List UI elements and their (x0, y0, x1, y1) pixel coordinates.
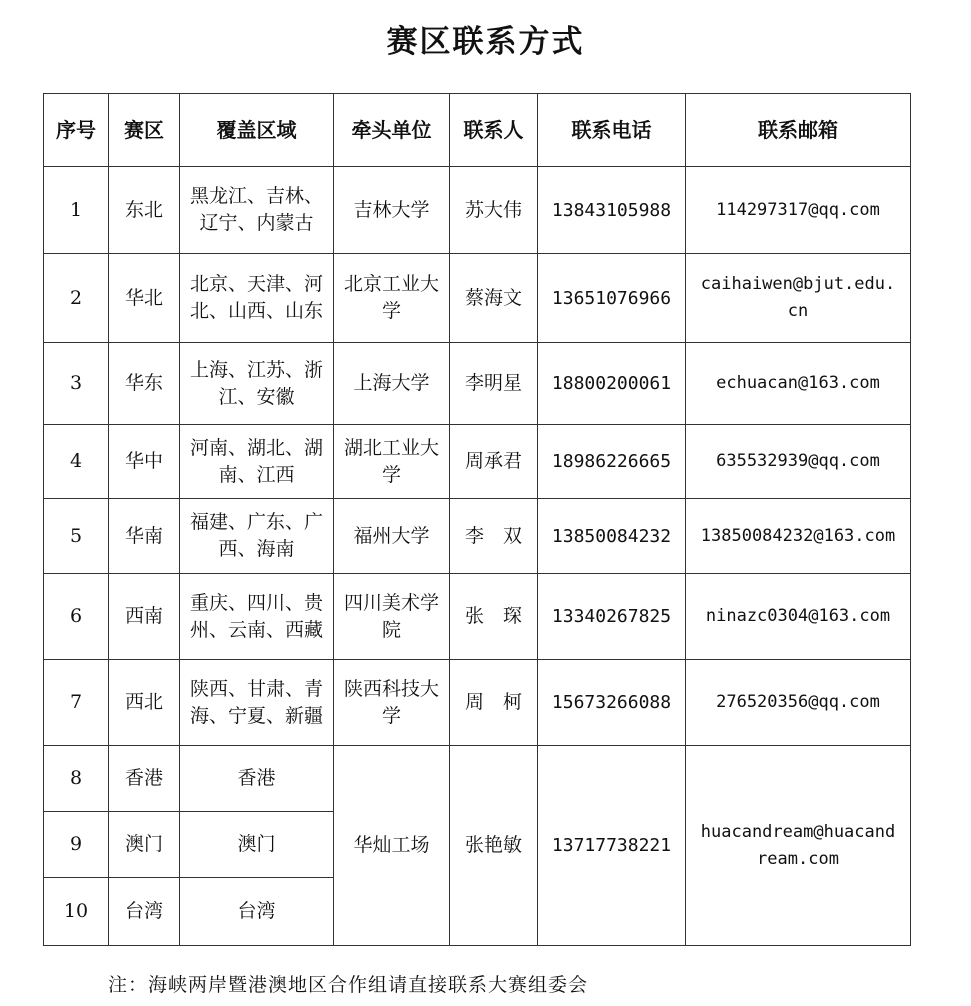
row-coverage: 福建、广东、广西、海南 (180, 499, 334, 574)
row-no: 7 (44, 660, 109, 746)
special-email: huacandream@huacandream.com (686, 746, 911, 946)
footnote: 注：海峡两岸暨港澳地区合作组请直接联系大赛组委会 (108, 974, 589, 996)
table-row (44, 343, 911, 425)
row-contact: 李明星 (450, 343, 538, 425)
header-phone: 联系电话 (538, 94, 686, 167)
row-coverage: 上海、江苏、浙江、安徽 (180, 343, 334, 425)
row-region: 澳门 (109, 812, 180, 878)
row-contact: 张 琛 (450, 574, 538, 660)
row-org: 陕西科技大学 (334, 660, 450, 746)
row-org: 湖北工业大学 (334, 425, 450, 499)
special-contact: 张艳敏 (450, 746, 538, 946)
header-email: 联系邮箱 (686, 94, 911, 167)
header-contact: 联系人 (450, 94, 538, 167)
header-coverage: 覆盖区域 (180, 94, 334, 167)
row-phone: 13340267825 (538, 574, 686, 660)
row-contact: 周承君 (450, 425, 538, 499)
row-org: 上海大学 (334, 343, 450, 425)
row-coverage: 黑龙江、吉林、辽宁、内蒙古 (180, 167, 334, 254)
table-row (44, 746, 911, 812)
row-region: 东北 (109, 167, 180, 254)
table-row (44, 574, 911, 660)
row-phone: 15673266088 (538, 660, 686, 746)
row-email: ninazc0304@163.com (686, 574, 911, 660)
row-coverage: 澳门 (180, 812, 334, 878)
page-title: 赛区联系方式 (386, 24, 585, 60)
row-region: 华东 (109, 343, 180, 425)
header-no: 序号 (44, 94, 109, 167)
row-no: 9 (44, 812, 109, 878)
special-phone: 13717738221 (538, 746, 686, 946)
row-coverage: 香港 (180, 746, 334, 812)
row-no: 4 (44, 425, 109, 499)
row-phone: 18986226665 (538, 425, 686, 499)
row-contact: 周 柯 (450, 660, 538, 746)
row-email: caihaiwen@bjut.edu.cn (686, 254, 911, 343)
row-region: 华北 (109, 254, 180, 343)
row-contact: 苏大伟 (450, 167, 538, 254)
row-org: 吉林大学 (334, 167, 450, 254)
header-region: 赛区 (109, 94, 180, 167)
row-no: 3 (44, 343, 109, 425)
row-coverage: 重庆、四川、贵州、云南、西藏 (180, 574, 334, 660)
row-contact: 蔡海文 (450, 254, 538, 343)
row-org: 四川美术学院 (334, 574, 450, 660)
row-email: 114297317@qq.com (686, 167, 911, 254)
row-region: 华南 (109, 499, 180, 574)
row-no: 5 (44, 499, 109, 574)
row-region: 台湾 (109, 878, 180, 946)
row-org: 北京工业大学 (334, 254, 450, 343)
row-contact: 李 双 (450, 499, 538, 574)
row-region: 西南 (109, 574, 180, 660)
row-region: 华中 (109, 425, 180, 499)
special-org: 华灿工场 (334, 746, 450, 946)
row-no: 2 (44, 254, 109, 343)
row-phone: 18800200061 (538, 343, 686, 425)
row-no: 6 (44, 574, 109, 660)
header-org: 牵头单位 (334, 94, 450, 167)
table-row (44, 499, 911, 574)
table-row (44, 660, 911, 746)
row-coverage: 台湾 (180, 878, 334, 946)
table-row (44, 425, 911, 499)
row-coverage: 北京、天津、河北、山西、山东 (180, 254, 334, 343)
row-coverage: 陕西、甘肃、青海、宁夏、新疆 (180, 660, 334, 746)
row-email: 13850084232@163.com (686, 499, 911, 574)
row-phone: 13651076966 (538, 254, 686, 343)
table-row (44, 167, 911, 254)
row-region: 香港 (109, 746, 180, 812)
header-row (44, 94, 911, 167)
row-phone: 13850084232 (538, 499, 686, 574)
row-no: 8 (44, 746, 109, 812)
contact-table (43, 93, 911, 946)
row-phone: 13843105988 (538, 167, 686, 254)
row-email: 276520356@qq.com (686, 660, 911, 746)
row-no: 10 (44, 878, 109, 946)
row-region: 西北 (109, 660, 180, 746)
row-org: 福州大学 (334, 499, 450, 574)
row-email: 635532939@qq.com (686, 425, 911, 499)
table-row (44, 254, 911, 343)
row-coverage: 河南、湖北、湖南、江西 (180, 425, 334, 499)
row-no: 1 (44, 167, 109, 254)
row-email: echuacan@163.com (686, 343, 911, 425)
